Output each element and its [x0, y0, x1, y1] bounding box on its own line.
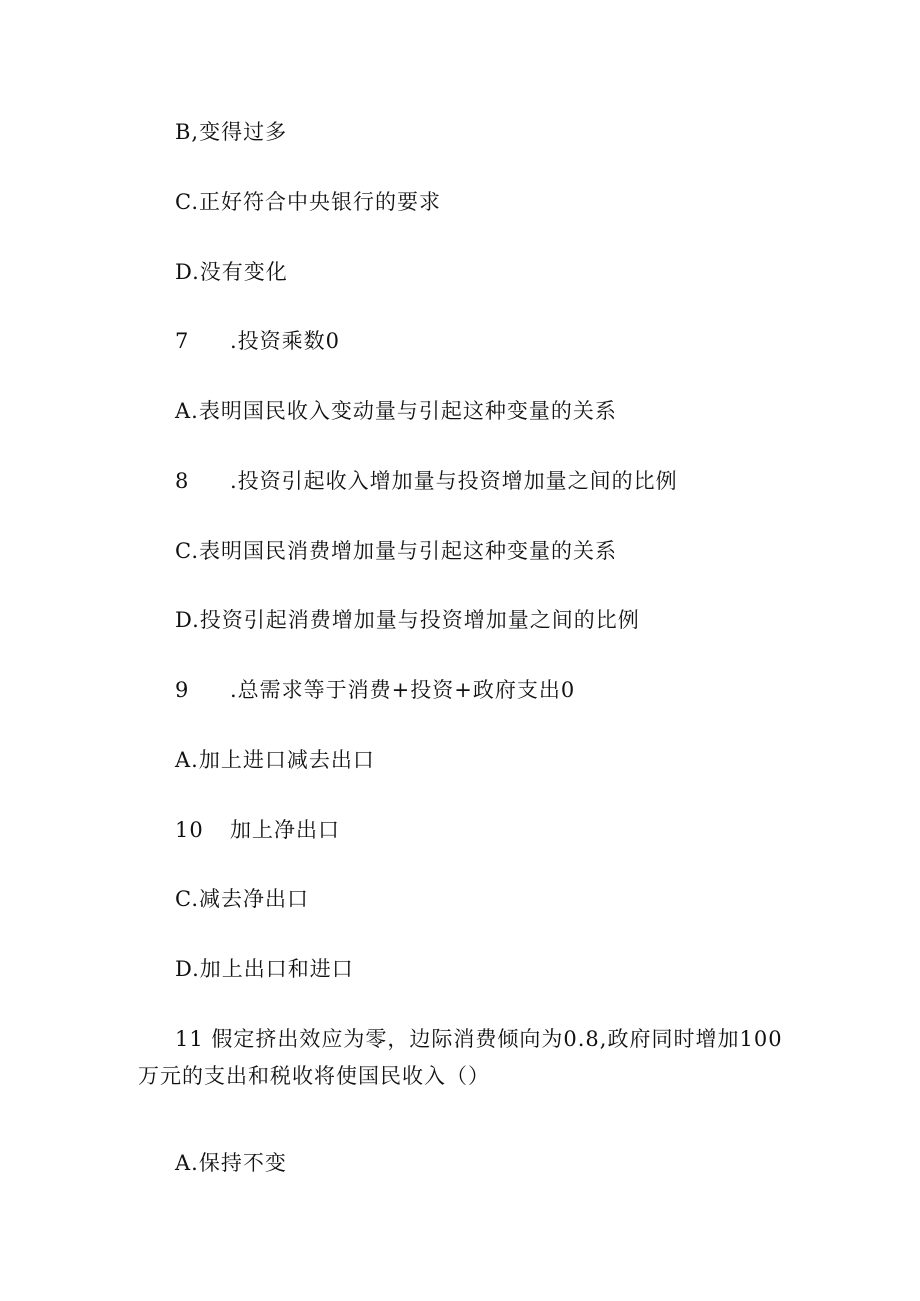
question-7-line — [175, 327, 340, 355]
question-8-option-d-line — [175, 606, 640, 634]
question-10-option-c-text: C.减去净出口 — [175, 887, 309, 911]
option-c-line — [175, 188, 441, 216]
question-8-option-d-text: D.投资引起消费增加量与投资增加量之间的比例 — [175, 608, 640, 632]
question-9-option-a-text: A.加上进口减去出口 — [175, 748, 375, 772]
question-8-option-c-line — [175, 537, 617, 565]
option-c-text: C.正好符合中央银行的要求 — [175, 190, 441, 214]
question-10-option-d-line — [175, 955, 354, 983]
question-10-text: 加上净出口 — [230, 818, 340, 842]
option-b-text: B,变得过多 — [175, 120, 288, 144]
question-9-line — [175, 676, 575, 704]
question-11-option-a-line — [175, 1149, 287, 1177]
question-8-text: .投资引起收入增加量与投资增加量之间的比例 — [230, 469, 678, 493]
question-10-line — [175, 816, 340, 844]
question-10-option-c-line — [175, 885, 309, 913]
question-11-text: 11 假定挤出效应为零，边际消费倾向为0.8,政府同时增加100万元的支出和税收将使国民收入（） — [138, 1027, 783, 1088]
question-10-option-d-text: D.加上出口和进口 — [175, 957, 354, 981]
question-11-paragraph — [138, 1021, 798, 1095]
question-9-text: .总需求等于消费+投资+政府支出0 — [230, 678, 576, 702]
question-7-option-a-line — [175, 397, 617, 425]
option-d-text: D.没有变化 — [175, 260, 288, 284]
question-8-number: 8 — [175, 469, 190, 493]
option-d-line — [175, 258, 288, 286]
question-11-option-a-text: A.保持不变 — [175, 1151, 287, 1175]
question-7-text: .投资乘数0 — [230, 329, 341, 353]
question-8-line — [175, 467, 678, 495]
question-8-option-c-text: C.表明国民消费增加量与引起这种变量的关系 — [175, 539, 617, 563]
question-7-option-a-text: A.表明国民收入变动量与引起这种变量的关系 — [175, 399, 617, 423]
question-10-number: 10 — [175, 818, 204, 842]
option-b-line — [175, 118, 287, 146]
question-7-number: 7 — [175, 329, 190, 353]
question-9-option-a-line — [175, 746, 375, 774]
question-9-number: 9 — [175, 678, 190, 702]
